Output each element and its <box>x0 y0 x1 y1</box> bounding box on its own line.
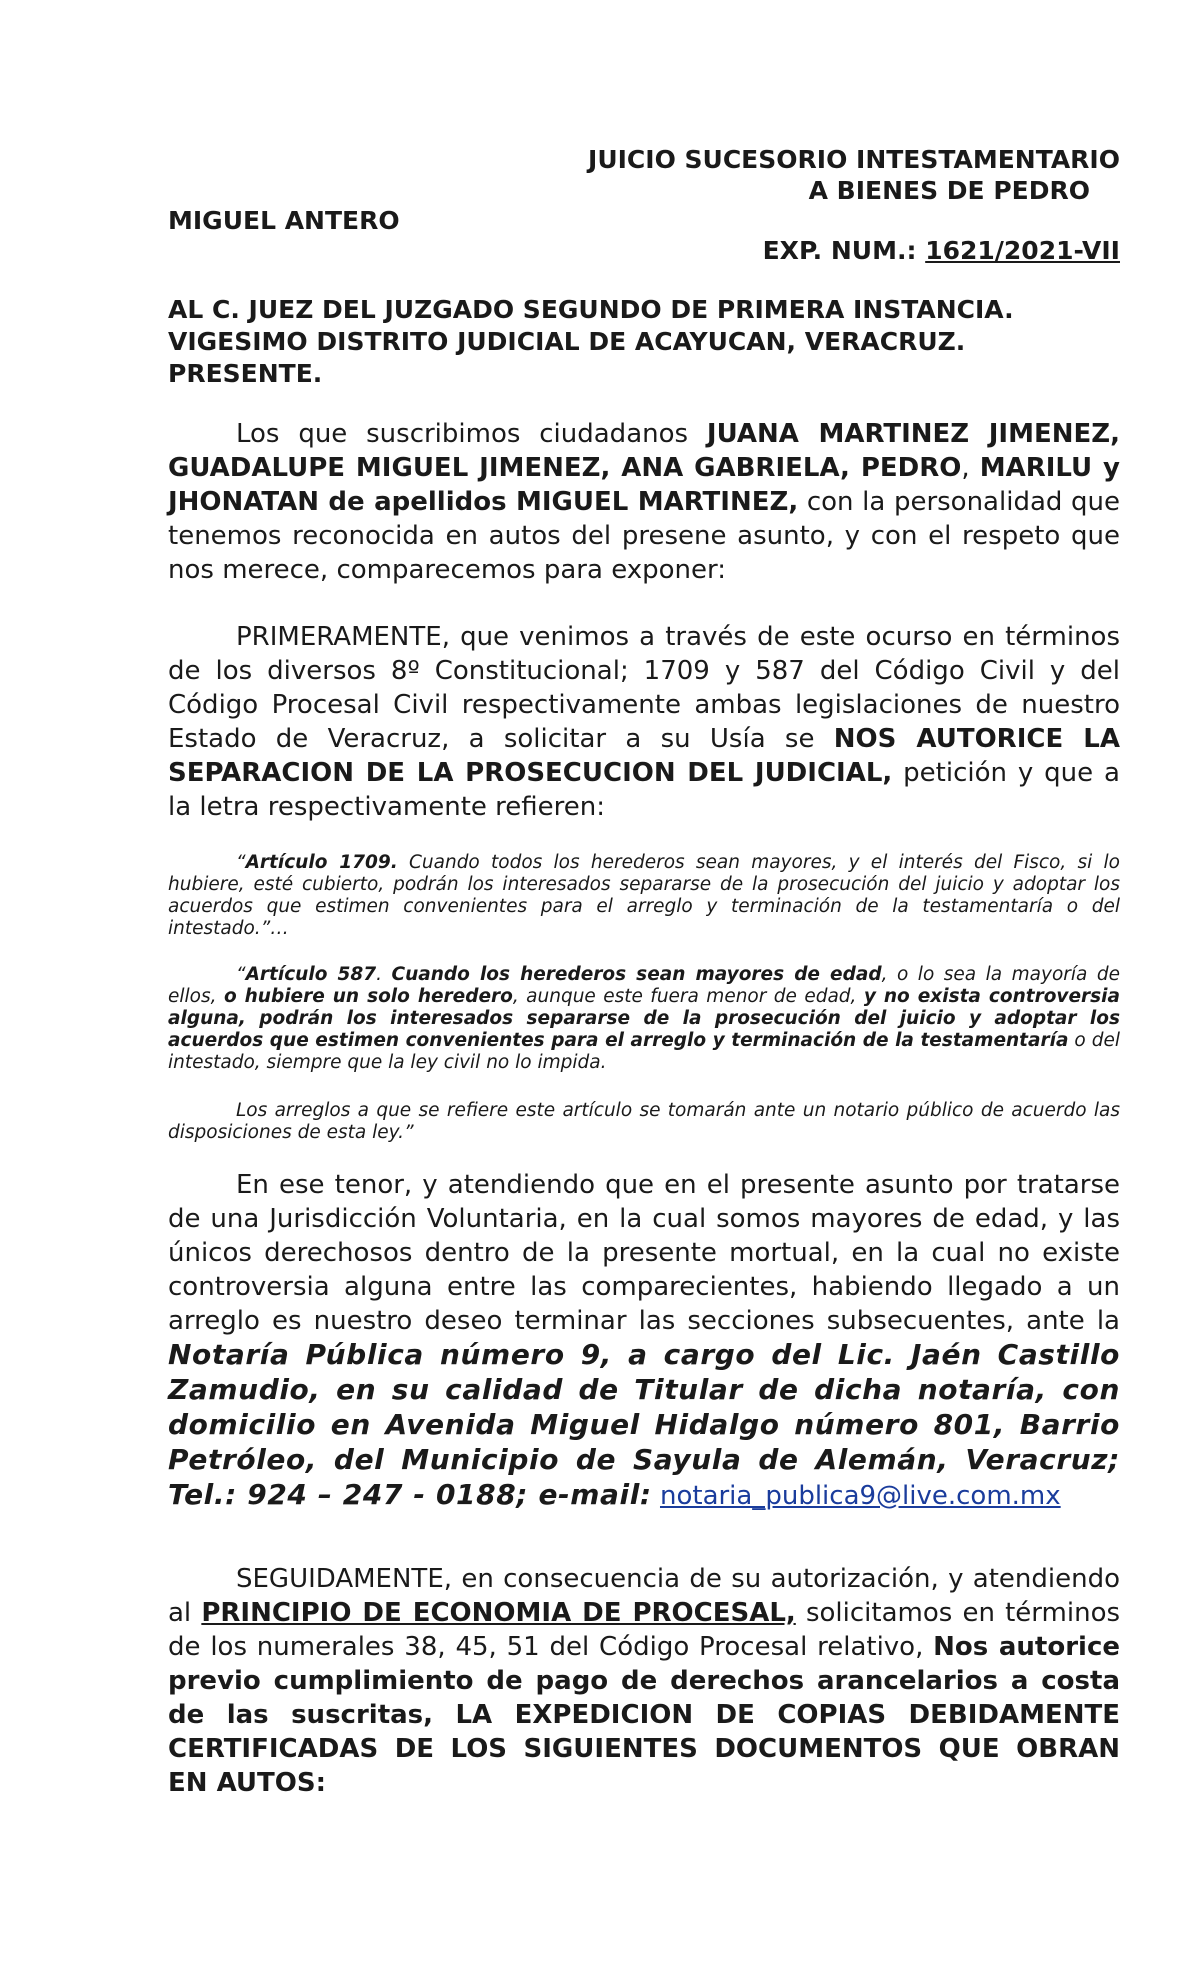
primeramente-text-1: PRIMERAMENTE, que venimos a través de este ocurso en términos de los diversos 8º Constitucional; 1709 y 587 del Código Civil y del Código Procesal Civil respectivamente ambas legislaciones de nuestro Estado de Veracruz, a solicitar a su Usía se <box>168 622 1120 754</box>
intro-names-2: MARILU y JHONATAN de apellidos MIGUEL MARTINEZ, <box>168 453 1120 517</box>
quote2-text-3: , aunque este fuera menor de edad, <box>512 986 864 1007</box>
primeramente-request: NOS AUTORICE LA SEPARACION DE LA PROSECUCION DEL JUDICIAL, <box>168 724 1120 788</box>
quote3-text: Los arreglos a que se refiere este artículo se tomarán ante un notario público de acuerdo las disposiciones de esta ley.” <box>168 1100 1120 1143</box>
quote1-article: Artículo 1709. <box>245 852 398 873</box>
intro-paragraph <box>168 417 1120 587</box>
case-title-line3: MIGUEL ANTERO <box>168 206 400 235</box>
quote2-bold-4: y no exista controversia alguna, podrán los interesados separarse de la prosecución del juicio y adoptar los acuerdos que estimen convenientes para el arreglo y terminación de la testamentaría <box>168 986 1120 1051</box>
tenor-text-2 <box>652 1481 660 1511</box>
quote2-text-2: , o lo sea la mayoría de ellos, <box>168 964 1121 1007</box>
quote2-text-4: o del intestado, siempre que la ley civil no lo impida. <box>168 1030 1120 1073</box>
seguidamente-request: Nos autorice previo cumplimiento de pago de derechos arancelarios a costa de las suscritas, LA EXPEDICION DE COPIAS DEBIDAMENTE CERTIFICADAS DE LOS SIGUIENTES DOCUMENTOS QUE OBRAN EN AUTOS: <box>168 1632 1120 1798</box>
case-title-line1: JUICIO SUCESORIO INTESTAMENTARIO <box>588 145 1120 174</box>
seguidamente-paragraph <box>168 1562 1120 1800</box>
seguidamente-text-1: SEGUIDAMENTE, en consecuencia de su autorización, y atendiendo al <box>168 1564 1120 1628</box>
intro-text-2: , <box>961 453 980 483</box>
principle-name: PRINCIPIO DE ECONOMIA DE PROCESAL, <box>201 1598 796 1628</box>
quote1-text: Cuando todos los herederos sean mayores, y el interés del Fisco, si lo hubiere, esté cubierto, podrán los interesados separarse de la prosecución del juicio y adoptar los acuerdos que estimen convenientes para el arreglo y terminación de la testamentaría o del intestado.”… <box>168 852 1120 939</box>
quote-article-587 <box>168 964 1120 1074</box>
seguidamente-text-2: solicitamos en términos de los numerales 38, 45, 51 del Código Procesal relativo, <box>168 1598 1121 1662</box>
case-title-line2: A BIENES DE PEDRO <box>808 176 1090 205</box>
quote1-open: “ <box>236 852 246 873</box>
intro-text-3: con la personalidad que tenemos reconocida en autos del presene asunto, y con el respeto que nos merece, comparecemos para exponer: <box>168 487 1120 585</box>
quote-arreglos <box>168 1100 1120 1144</box>
notary-details: Notaría Pública número 9, a cargo del Lic. Jaén Castillo Zamudio, en su calidad de Titular de dicha notaría, con domicilio en Avenida Miguel Hidalgo número 801, Barrio Petróleo, del Municipio de Sayula de Alemán, Veracruz; Tel.: 924 – 247 - 0188; e-mail: <box>168 1338 1120 1511</box>
addressee-line1: AL C. JUEZ DEL JUZGADO SEGUNDO DE PRIMERA INSTANCIA. <box>168 295 1014 324</box>
quote-article-1709 <box>168 852 1120 940</box>
notary-email-link[interactable]: notaria_publica9@live.com.mx <box>659 1481 1061 1511</box>
intro-names-1: JUANA MARTINEZ JIMENEZ, GUADALUPE MIGUEL JIMENEZ, ANA GABRIELA, PEDRO <box>168 419 1120 483</box>
tenor-text-1: En ese tenor, y atendiendo que en el presente asunto por tratarse de una Jurisdicción Voluntaria, en la cual somos mayores de edad, y las únicos derechosos dentro de la presente mortual, en la cual no existe controversia alguna entre las comparecientes, habiendo llegado a un arreglo es nuestro deseo terminar las secciones subsecuentes, ante la <box>168 1170 1120 1336</box>
quote2-text-1: . <box>376 964 392 985</box>
quote2-article: Artículo 587 <box>245 964 377 985</box>
quote2-bold-2: Cuando los herederos sean mayores de edad <box>391 964 882 985</box>
quote2-bold-3: o hubiere un solo heredero <box>223 986 513 1007</box>
primeramente-text-2: petición y que a la letra respectivamente refieren: <box>168 758 1120 822</box>
primeramente-paragraph <box>168 620 1120 824</box>
case-number <box>763 236 1120 265</box>
addressee-block <box>168 294 1014 390</box>
tenor-paragraph <box>168 1168 1120 1513</box>
quote2-open: “ <box>236 964 246 985</box>
intro-text-1: Los que suscribimos ciudadanos <box>236 419 707 449</box>
case-number-value: 1621/2021-VII <box>925 236 1120 265</box>
addressee-line3: PRESENTE. <box>168 359 323 388</box>
case-number-label: EXP. NUM.: <box>762 236 926 265</box>
addressee-line2: VIGESIMO DISTRITO JUDICIAL DE ACAYUCAN, VERACRUZ. <box>168 327 966 356</box>
